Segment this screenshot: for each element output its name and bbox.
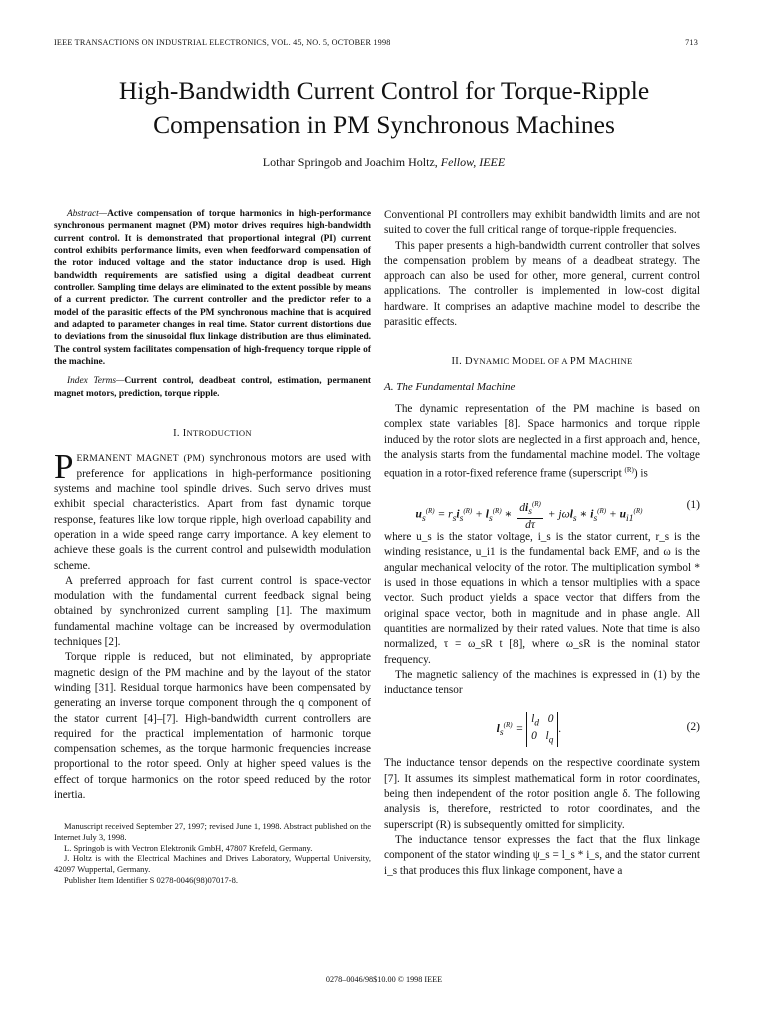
running-head	[54, 38, 698, 47]
footnotes	[54, 821, 371, 885]
author-affiliation: Fellow, IEEE	[440, 155, 506, 169]
intro-text-1: synchronous motors are used with preference for applications in high-performance positioning systems and machine tool spindle drives. Such servo drives must exhibit special characteristics. Apart from fast dynamic torque response, features like low torque ripple, high overload capability and operation in a wide speed range carry importance. A key element to achieve these goals is the current control and pulsewidth modulation scheme.	[54, 452, 372, 572]
section-heading-dynamic-model	[384, 354, 700, 369]
right-paragraph-1: Conventional PI controllers may exhibit bandwidth limits and are not suited to cover the full critical range of torque-ripple frequencies.	[384, 209, 700, 237]
section-number: I.	[173, 428, 180, 440]
section2-paragraph-5: The inductance tensor expresses the fact that the flux linkage component of the stator winding ψ_s = l_s * i_s, and the stator current i_s that produces this flux linkage component, have a	[384, 833, 700, 877]
intro-lead-words: ERMANENT MAGNET (PM)	[76, 453, 205, 465]
index-terms-label: Index Terms—	[67, 376, 125, 387]
section2-paragraph-3: The magnetic saliency of the machines is expressed in (1) by the inductance tensor	[384, 668, 700, 697]
index-terms-text: Current control, deadbeat control, estimation, permanent magnet motors, prediction, torque ripple.	[54, 376, 371, 399]
section2-p1-tail: ) is	[633, 467, 648, 480]
title-line-1: High-Bandwidth Current Control for Torque-Ripple	[118, 76, 650, 105]
footnote-publisher-id: Publisher Item Identifier S 0278-0046(98)07017-8.	[64, 874, 238, 885]
equation-1	[384, 488, 700, 532]
section-heading-introduction	[54, 426, 371, 441]
footnote-holtz: J. Holtz is with the Electrical Machines and Drives Laboratory, Wuppertal University, 42097 Wuppertal, Germany.	[54, 853, 371, 875]
equation-1-body: $u_s^{(R)} = r_si_s^{(R)} + l_s^{(R)}$ ∗ $\frac{di_s^{(R)}}{d\tau}$ + jωl$_s$ ∗ $i_s^{(R)} + u_{i1}^{(R)}$	[415, 500, 643, 532]
abstract-label: Abstract—	[67, 209, 108, 219]
equation-1-number: (1)	[686, 499, 700, 512]
drop-cap: P	[54, 447, 74, 487]
section2-title: DYNAMIC MODEL OF A PM MACHINE	[464, 356, 633, 368]
intro-paragraph-1	[54, 447, 372, 573]
footnote-springob: L. Springob is with Vectron Elektronik GmbH, 47807 Krefeld, Germany.	[64, 842, 313, 853]
equation-2-number: (2)	[686, 721, 700, 734]
section2-number: II.	[451, 356, 463, 368]
equation-2-body: $l_s^{(R)}$ = $l_d$ 0 0 $l_q$ .	[496, 713, 562, 746]
abstract	[54, 208, 371, 368]
right-paragraph-2: This paper presents a high-bandwidth current controller that solves the compensation problem by means of a deadbeat strategy. The approach can also be used for other, more general, current control applications. The controller is implemented in low-cost digital hardware. It comprises an adaptive machine model to describe the parasitic effects.	[384, 239, 700, 329]
intro-paragraph-3: Torque ripple is reduced, but not eliminated, by appropriate magnetic design of the PM machine and by the layout of the stator winding [31]. Residual torque harmonics have been compensated by generating an inverse torque component through the q component of the stator current [4]–[7]. High-bandwidth current controllers are required for the practical implementation of harmonic torque compensation schemes, as the torque harmonic frequencies increase proportional to the rotor speed. Only at higher speed values is the effect of torque harmonics on the rotor speed reduced by the rotor inertia.	[54, 651, 371, 801]
copyright-footer: 0278–0046/98$10.00 © 1998 IEEE	[325, 975, 443, 984]
superscript-r: (R)	[624, 466, 634, 475]
section2-paragraph-2: where u_s is the stator voltage, i_s is the stator current, r_s is the winding resistance, u_i1 is the fundamental back EMF, and ω is the angular mechanical velocity of the rotor. The multiplication symbol * is used in those equations in which a tensor multiplies with a space vector. Such product yields a space vector that differs from the original space vector, both in magnitude and in phase angle. All quantities are normalized by their rated values. Note that time is also normalized, τ = ω_sR t [8], where ω_sR is the nominal stator frequency.	[384, 531, 700, 666]
equation-2	[384, 704, 700, 750]
author-names: Lothar Springob and Joachim Holtz,	[262, 155, 438, 169]
title-line-2: Compensation in PM Synchronous Machines	[153, 110, 615, 139]
section2-paragraph-1	[384, 402, 700, 482]
footnote-manuscript: Manuscript received September 27, 1997; revised June 1, 1998. Abstract published on the Internet July 3, 1998.	[54, 821, 371, 842]
section-title: INTRODUCTION	[182, 428, 252, 440]
author-line	[0, 155, 768, 170]
section2-paragraph-4: The inductance tensor depends on the respective coordinate system [7]. It assumes its simplest mathematical form in rotor coordinates, being then independent of the rotor position angle δ. The following analysis is, therefore, restricted to rotor coordinates, and the superscript (R) is subsequently omitted for simplicity.	[384, 757, 700, 831]
intro-paragraph-2: A preferred approach for fast current control is space-vector modulation with the fundamental current feedback signal being obtained by synchronized current sampling [1]. The maximum fundamental machine voltage can be increased by overmodulation techniques [2].	[54, 574, 371, 649]
paper-title	[30, 74, 738, 142]
left-column	[54, 208, 371, 886]
right-column	[384, 208, 700, 879]
index-terms	[54, 375, 371, 400]
section2-p1-text: The dynamic representation of the PM machine is based on complex state variables [8]. Space harmonics and torque ripple induced by the rotor slots are neglected in a first approach and, hence, the analysis starts from the fundamental machine model. The voltage equation in a rotor-fixed reference frame (superscript	[384, 402, 700, 480]
subsection-heading-a: A. The Fundamental Machine	[384, 380, 516, 393]
page-number: 713	[685, 38, 698, 47]
abstract-text: Active compensation of torque harmonics in high-performance synchronous permanent magnet (PM) motor drives requires high-bandwidth current control. It is demonstrated that proportional integral (PI) current control exhibits performance limits, even when feedforward compensation of the rotor induced voltage and the stator inductance drop is used. High bandwidth requirements are satisfied using a digital deadbeat current controller. Sampling time delays are eliminated to the extent possible by means of a current predictor. The current controller and the predictor refer to a model of the parasitic effects of the PM synchronous machine that is acquired and adapted to parameter changes in real time. Stator current distortions due to deviations from the sinusoidal flux linkage distribution are thus eliminated. The control system facilitates compensation of high-frequency torque ripple of the machine.	[54, 209, 371, 368]
journal-name: IEEE TRANSACTIONS ON INDUSTRIAL ELECTRONICS, VOL. 45, NO. 5, OCTOBER 1998	[54, 38, 391, 47]
